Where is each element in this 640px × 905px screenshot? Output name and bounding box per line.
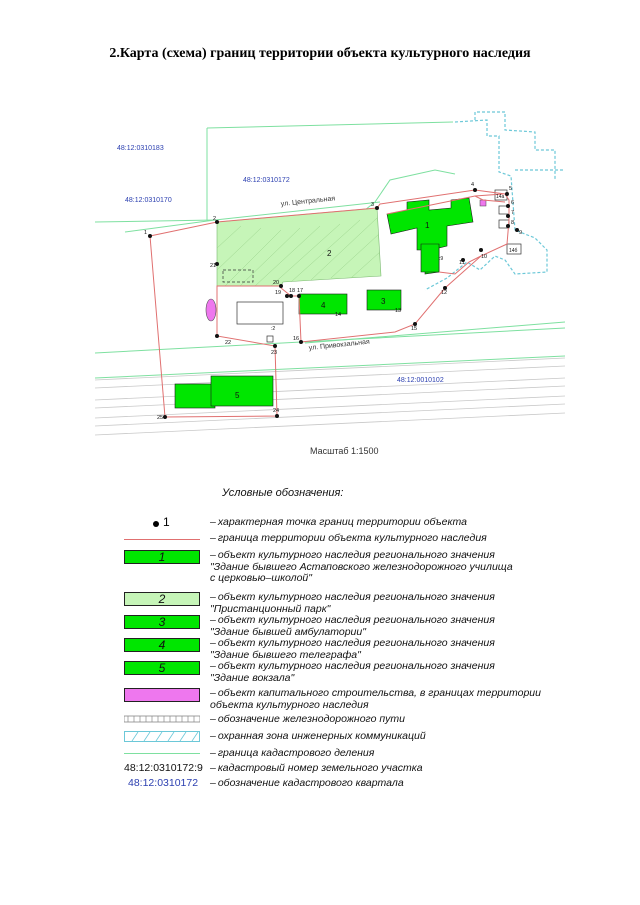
legend-box-object-3: 3 bbox=[124, 615, 200, 629]
point-label-11: 11 bbox=[459, 260, 465, 266]
site-map bbox=[95, 110, 565, 445]
boundary-line-icon bbox=[124, 539, 200, 540]
parcel-label-3: 14б bbox=[509, 248, 518, 254]
point-label-19: 19 bbox=[275, 290, 282, 296]
scale-label: Масштаб 1:1500 bbox=[310, 446, 379, 456]
point-label-2: 2 bbox=[213, 216, 217, 222]
legend-text-object-3: объект культурного наследия регионального значения "Здание бывшей амбулатории" bbox=[210, 614, 495, 638]
legend-text-parcel-number: кадастровый номер земельного участка bbox=[217, 762, 423, 774]
point-label-1: 1 bbox=[144, 230, 148, 236]
point-label-24: 24 bbox=[273, 408, 280, 414]
railway-track-icon bbox=[124, 715, 200, 723]
street-label-station: ул. Привокзальная bbox=[308, 338, 371, 352]
point-label-17: 17 bbox=[297, 288, 304, 294]
legend-box-object-5: 5 bbox=[124, 661, 200, 675]
point-label-16: 16 bbox=[293, 336, 300, 342]
cadastral-label-0010102: 48:12:0010102 bbox=[397, 377, 444, 384]
object-label-1: 1 bbox=[425, 221, 430, 230]
legend-text-railway: обозначение железнодорожного пути bbox=[217, 713, 405, 725]
legend-text-point: характерная точка границ территории объекта bbox=[217, 516, 467, 528]
street-label-central: ул. Центральная bbox=[280, 195, 336, 208]
point-label-22: 22 bbox=[225, 340, 232, 346]
cadastral-division-line-icon bbox=[124, 753, 200, 754]
parcel-label-1: :9 bbox=[439, 256, 444, 262]
legend-text-cadastral-block: обозначение кадастрового квартала bbox=[217, 777, 404, 789]
legend-box-object-1: 1 bbox=[124, 550, 200, 564]
point-marker-icon bbox=[153, 521, 159, 527]
legend-text-protection-zone: охранная зона инженерных коммуникаций bbox=[217, 730, 426, 742]
capital-construction-small bbox=[480, 200, 486, 206]
point-label-12: 12 bbox=[441, 290, 448, 296]
point-label-9: 9 bbox=[519, 230, 523, 236]
point-label-10: 10 bbox=[481, 254, 488, 260]
legend-text-object-1: объект культурного наследия регионального значения "Здание бывшего Астаповского железнодорожного училища с церковью–школой" bbox=[210, 549, 513, 584]
railway-tracks bbox=[95, 358, 565, 435]
legend-sample-parcel-number: 48:12:0310172:9 bbox=[124, 762, 203, 774]
point-label-25: 25 bbox=[157, 415, 164, 421]
legend-box-object-4: 4 bbox=[124, 638, 200, 652]
cadastral-label-0310172: 48:12:0310172 bbox=[243, 177, 290, 184]
parcel-label-4: :2 bbox=[271, 326, 276, 332]
point-label-6: 6 bbox=[511, 200, 515, 206]
object-label-4: 4 bbox=[321, 301, 326, 310]
point-label-7: 7 bbox=[511, 210, 515, 216]
legend-sample-cadastral-block: 48:12:0310172 bbox=[128, 777, 199, 789]
capital-construction-object bbox=[206, 299, 216, 321]
point-sample-number: 1 bbox=[163, 515, 170, 529]
legend-text-capital-construction: объект капитального строительства, в границах территории объекта культурного наследия bbox=[210, 687, 541, 711]
legend-box-capital-construction bbox=[124, 688, 200, 702]
legend-text-object-2: объект культурного наследия регионального значения "Пристанционный парк" bbox=[210, 591, 495, 615]
legend-text-object-4: объект культурного наследия регионального значения "Здание бывшего телеграфа" bbox=[210, 637, 495, 661]
cadastral-label-0310183: 48:12:0310183 bbox=[117, 145, 164, 152]
protection-zone-icon bbox=[124, 731, 200, 742]
point-label-14: 14 bbox=[335, 312, 342, 318]
point-label-18: 18 bbox=[289, 288, 296, 294]
object-label-3: 3 bbox=[381, 297, 386, 306]
point-label-23: 23 bbox=[271, 350, 278, 356]
legend-text-object-5: объект культурного наследия регионального значения "Здание вокзала" bbox=[210, 660, 495, 684]
object-label-5: 5 bbox=[235, 391, 240, 400]
point-label-20: 20 bbox=[273, 280, 280, 286]
parcel-label-2: 14а bbox=[496, 194, 505, 200]
object-5-building bbox=[175, 376, 273, 408]
page-title: 2.Карта (схема) границ территории объекта культурного наследия bbox=[109, 46, 531, 61]
point-label-3: 3 bbox=[371, 202, 375, 208]
legend-text-cadastral-division: граница кадастрового деления bbox=[217, 747, 375, 759]
point-label-21: 21 bbox=[210, 263, 217, 269]
point-label-13: 13 bbox=[395, 308, 402, 314]
legend-box-object-2: 2 bbox=[124, 592, 200, 606]
cadastral-label-0310170: 48:12:0310170 bbox=[125, 197, 172, 204]
point-label-5: 5 bbox=[509, 186, 513, 192]
object-label-2: 2 bbox=[327, 249, 332, 258]
legend-title: Условные обозначения: bbox=[222, 487, 344, 499]
point-label-4: 4 bbox=[471, 182, 475, 188]
legend-text-boundary: граница территории объекта культурного наследия bbox=[217, 532, 487, 544]
point-label-15: 15 bbox=[411, 326, 418, 332]
point-label-8: 8 bbox=[511, 220, 515, 226]
